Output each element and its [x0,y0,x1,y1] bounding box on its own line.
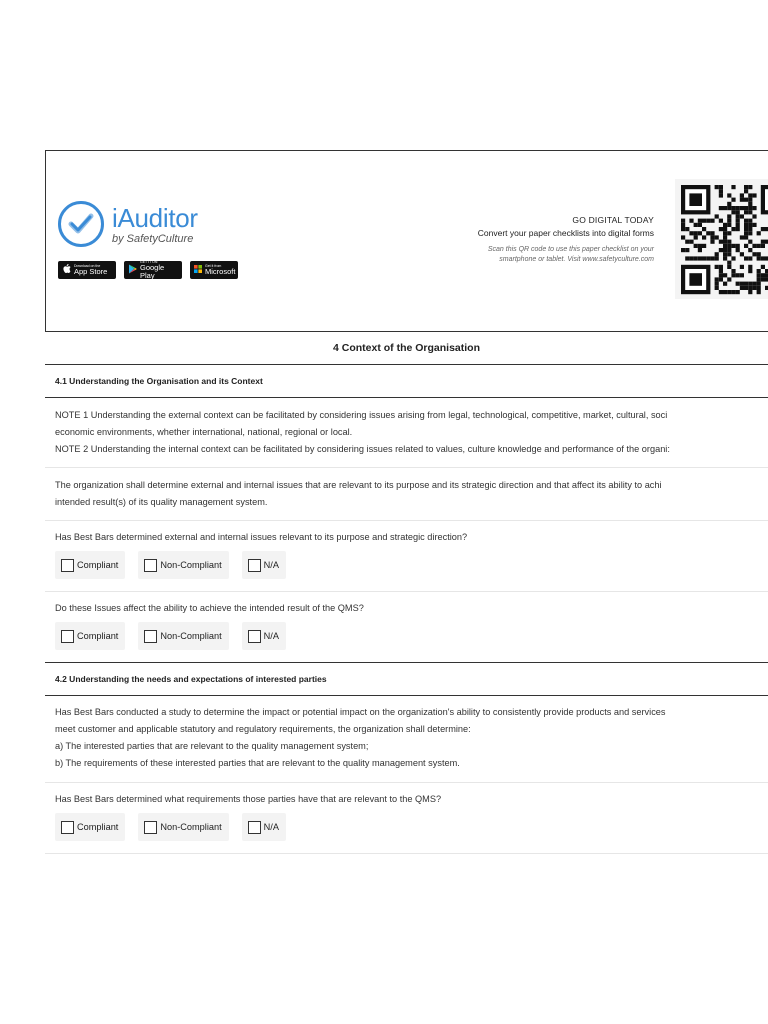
na-option[interactable] [242,813,286,841]
compliant-label: Compliant [77,560,119,570]
na-option[interactable] [242,551,286,579]
na-option[interactable] [242,622,286,650]
promo-heading: GO DIGITAL TODAY [572,215,654,225]
subsection-header-4-1: 4.1 Understanding the Organisation and its Context [45,365,768,398]
compliant-checkbox[interactable] [61,821,74,834]
non-compliant-option[interactable] [138,622,228,650]
compliant-label: Compliant [77,822,119,832]
non-compliant-option[interactable] [138,551,228,579]
non-compliant-label: Non-Compliant [160,631,222,641]
google-play-badge[interactable] [124,261,182,279]
go-digital-promo [394,215,654,265]
compliant-option[interactable] [55,551,125,579]
microsoft-label: Microsoft [205,267,236,276]
promo-subheading: Convert your paper checklists into digital forms [477,228,654,238]
store-badges [58,261,238,279]
checklist-sheet [45,150,768,854]
non-compliant-option[interactable] [138,813,228,841]
app-store-small-text: Download on the [74,263,101,268]
na-label: N/A [263,560,279,570]
microsoft-icon [194,265,202,275]
question-text: Do these Issues affect the ability to achieve the intended result of the QMS? [55,603,364,613]
non-compliant-checkbox[interactable] [144,630,157,643]
apple-icon [62,264,71,276]
note-block [45,398,768,468]
question-text: Has Best Bars determined what requirements those parties have that are relevant to the QMS? [55,794,442,804]
microsoft-small-text: Get it from [205,263,222,268]
non-compliant-label: Non-Compliant [160,560,222,570]
app-store-label: App Store [74,267,108,276]
non-compliant-checkbox[interactable] [144,821,157,834]
compliant-checkbox[interactable] [61,630,74,643]
requirement-line: intended result(s) of its quality management system. [55,497,268,507]
non-compliant-checkbox[interactable] [144,559,157,572]
na-checkbox[interactable] [248,559,261,572]
na-label: N/A [263,822,279,832]
section-title: 4 Context of the Organisation [45,332,768,365]
answer-options [55,622,768,650]
study-line: meet customer and applicable statutory and regulatory requirements, the organization shall determine: [55,724,471,734]
question-item [45,521,768,592]
requirement-block [45,468,768,521]
compliant-option[interactable] [55,813,125,841]
logo-title: iAuditor [112,202,198,233]
note-line: economic environments, whether international, national, regional or local. [55,427,353,437]
promo-note [394,245,654,265]
study-line: b) The requirements of these interested parties that are relevant to the quality management system. [55,758,460,768]
compliant-label: Compliant [77,631,119,641]
google-play-icon [128,264,137,276]
na-checkbox[interactable] [248,821,261,834]
answer-options [55,813,768,841]
microsoft-badge[interactable] [190,261,238,279]
subsection-header-4-2: 4.2 Understanding the needs and expectations of interested parties [45,663,768,696]
na-label: N/A [263,631,279,641]
compliant-option[interactable] [55,622,125,650]
promo-note-line-2: smartphone or tablet. Visit www.safetyculture.com [499,256,654,263]
question-item [45,783,768,854]
iauditor-logo [58,201,198,247]
compliant-checkbox[interactable] [61,559,74,572]
note-line: NOTE 2 Understanding the internal context can be facilitated by considering issues related to values, culture knowledge and performance of the organi: [55,444,670,454]
question-text: Has Best Bars determined external and internal issues relevant to its purpose and strategic direction? [55,532,468,542]
study-block [45,696,768,783]
requirement-line: The organization shall determine external and internal issues that are relevant to its purpose and its strategic direction and that affect its ability to achi [55,480,662,490]
logo-subtitle: by SafetyCulture [112,232,194,245]
header-banner [45,150,768,332]
google-play-label: Google Play [140,263,165,280]
non-compliant-label: Non-Compliant [160,822,222,832]
promo-note-line-1: Scan this QR code to use this paper checklist on your [487,246,654,253]
question-item [45,592,768,663]
checkmark-icon [58,201,104,247]
study-line: Has Best Bars conducted a study to determine the impact or potential impact on the organization's ability to consistently provide products and services [55,707,666,717]
google-play-small-text: GET IT ON [140,259,158,264]
qr-code-icon[interactable] [636,179,768,299]
note-line: NOTE 1 Understanding the external context can be facilitated by considering issues arising from legal, technological, competitive, market, cultural, soci [55,410,668,420]
answer-options [55,551,768,579]
app-store-badge[interactable] [58,261,116,279]
study-line: a) The interested parties that are relevant to the quality management system; [55,741,369,751]
na-checkbox[interactable] [248,630,261,643]
